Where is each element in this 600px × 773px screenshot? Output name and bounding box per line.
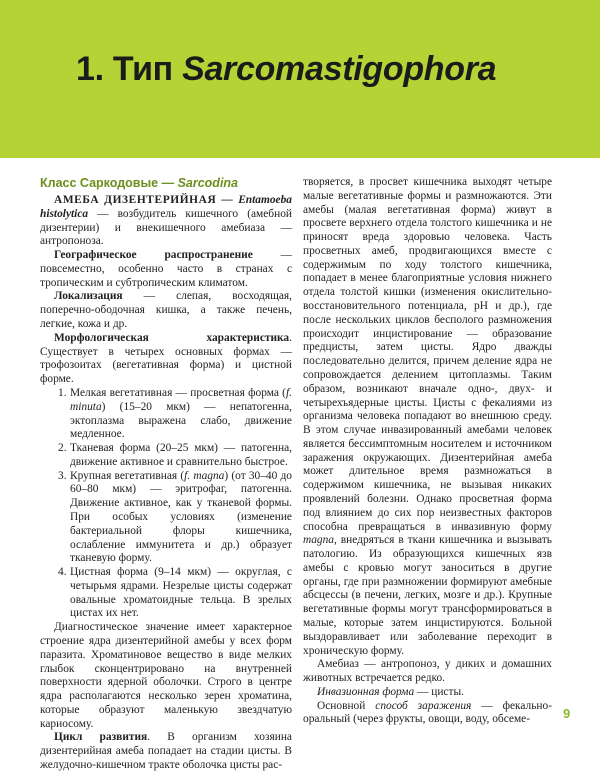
localization-label: Локализация xyxy=(54,290,123,303)
list-item-number: 1. xyxy=(58,386,67,399)
list-item: 4. Цистная форма (9–14 мкм) — округлая, с четырьмя ядрами. Незрелые цисты содержат овальные хроматоидные тельца. В зрелых цистах их нет. xyxy=(58,566,292,620)
list-item-number: 3. xyxy=(58,469,67,482)
localization-paragraph xyxy=(40,290,292,331)
forms-list xyxy=(40,387,292,621)
list-item: 3. Крупная вегетативная (f. magna) (от 30–40 до 60–80 мкм) — эритрофаг, патогенна. Движение активное, как у тканевой формы. При особых условиях (изменение бактериальной флоры кишечника, ослабление иммунитета и др.) образует тканевую форму. xyxy=(58,469,293,565)
chapter-title xyxy=(76,50,496,89)
geo-label: Географическое распространение xyxy=(54,249,253,262)
geo-text: — повсеместно, особенно часто в странах с тропическим и субтропическим климатом. xyxy=(40,249,292,289)
continuation-paragraph: творяется, в просвет кишечника выходят четыре малые вегетативные формы и размножаются. Эти амебы (малая вегетативная форма) живут в просвете верхнего отдела толстого кишечника и не приносят вреда здоровью человека. Часть просветных амеб, продвигающихся вместе с содержимым по ходу толстого кишечника, попадает в менее благоприятные условия нижнего отдела толстой кишки (изменения окислительно-восстановительного потенциала, pH и др.), где после нескольких циклов бесполого размножения происходит инцистирование — образование предцисты, затем цисты. Ядро дважды последовательно делится, причем деление ядра не сопровождается делением цитоплазмы. Таким образом, возникают вначале одно-, двух- и четырехъядерные цисты. Цисты с фекалиями из организма человека попадают во внешнюю среду. В этом случае инвазированный амебами человек является бессимптомным носителем и источником заражения окружающих. Дизентерийная амеба может длительное время размножаться в содержимом кишечника, не вызывая никаких проявлений болезни. Однако просветная форма под влиянием до сих пор неизвестных факторов способна превращаться в инвазивную форму magna, внедряться в ткани кишечника и вызывать патологию. Из образующихся кишечных язв амебы с кровью могут заноситься в другие органы, где при размножении формируют амебные абсцессы (в печени, легких, мозге и др.). Крупные вегетативные формы могут трансформироваться в малые, которые затем инцистируются. Больной выздоравливает или заболевание переходит в хроническую форму. xyxy=(303,176,552,657)
life-cycle-paragraph xyxy=(40,731,292,772)
diagnostic-paragraph: Диагностическое значение имеет характерное строение ядра дизентерийной амебы у всех форм паразита. Хроматиновое вещество в виде мелких глыбок сконцентрировано на внутренней поверхности ядерной оболочки. Строго в центре ядра располагаются несколько зерен хроматина, которые образуют маленькую звездчатую кариосому. xyxy=(40,621,292,730)
right-column xyxy=(303,176,552,727)
class-heading-prefix: Класс Саркодовые — xyxy=(40,176,178,190)
amoeba-latin-name: Entamoeba histolytica xyxy=(40,194,292,220)
class-heading-latin: Sarcodina xyxy=(177,176,238,190)
class-heading xyxy=(40,176,292,190)
geo-paragraph xyxy=(40,249,292,290)
chapter-title-taxon: Sarcomastigophora xyxy=(182,50,497,88)
morphology-label: Морфологическая характеристика xyxy=(54,331,290,344)
chapter-title-prefix: 1. Тип xyxy=(76,50,183,88)
intro-paragraph xyxy=(40,194,292,249)
list-item-number: 2. xyxy=(58,442,67,455)
infection-route-paragraph: Основной способ заражения — фекально-оральный (через фрукты, овощи, воду, обсеме- xyxy=(303,699,553,726)
list-item: 2. Тканевая форма (20–25 мкм) — патогенна, движение активное и сравнительно быстрое. xyxy=(58,442,292,468)
amoeba-name: АМЕБА ДИЗЕНТЕРИЙНАЯ — xyxy=(54,194,239,206)
list-item-number: 4. xyxy=(58,566,67,579)
invasive-form-paragraph: Инвазионная форма — цисты. xyxy=(317,685,464,698)
life-cycle-text: . В организм хозяина дизентерийная амеба попадает на стадии цисты. В желудочно-кишечном тракте оболочка цисты рас- xyxy=(40,731,292,772)
intro-text: — возбудитель кишечного (амебной дизентерии) и внекишечного амебиаза — антропоноза. xyxy=(40,207,292,248)
morphology-text: . Существует в четырех основных формах — трофозоитах (вегетативная форма) и цистной форме. xyxy=(40,331,292,386)
localization-text: — слепая, восходящая, поперечно-ободочная кишка, а также печень, легкие, кожа и др. xyxy=(40,290,292,331)
list-item: 1. Мелкая вегетативная — просветная форма (f. minuta) (15–20 мкм) — непатогенна, эктоплазма выражена слабо, движение медленное. xyxy=(58,386,292,441)
amebiasis-paragraph: Амебиаз — антропоноз, у диких и домашних животных встречается редко. xyxy=(303,658,552,685)
page-number: 9 xyxy=(563,706,571,721)
left-column xyxy=(40,176,292,773)
morphology-paragraph xyxy=(40,332,292,387)
life-cycle-label: Цикл развития xyxy=(54,731,148,744)
